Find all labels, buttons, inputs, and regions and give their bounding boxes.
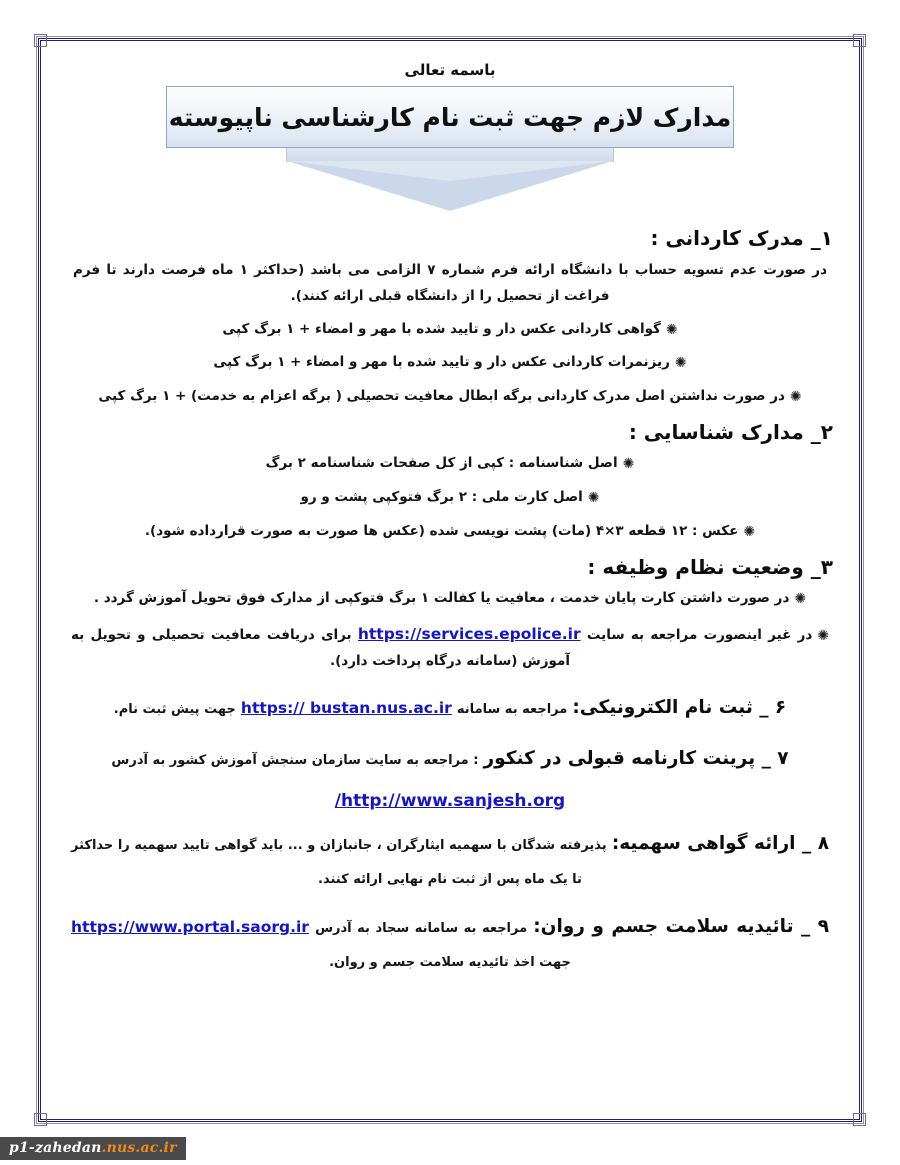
section-heading: ۱_ مدرک کاردانی : <box>650 226 833 250</box>
epolice-link[interactable]: https://services.epolice.ir <box>357 624 581 643</box>
bullet-text: اصل کارت ملی : ۲ برگ فتوکپی پشت و رو <box>300 489 583 505</box>
asterisk-bullet-icon: ✺ <box>587 490 600 506</box>
section-heading: ۲_ مدارک شناسایی : <box>628 420 833 445</box>
bullet-text-before: در غیر اینصورت مراجعه به سایت <box>586 626 813 643</box>
asterisk-bullet-icon: ✺ <box>817 627 830 644</box>
item-text-before: مراجعه به سامانه سجاد به آدرس <box>315 921 528 937</box>
bullet-item <box>67 586 833 613</box>
asterisk-bullet-icon: ✺ <box>622 456 635 473</box>
item-lead-label: ۹ _ تائیدیه سلامت جسم و روان: <box>533 916 829 938</box>
bullet-item <box>67 485 833 512</box>
bullet-text: در صورت داشتن کارت پایان خدمت ، معافیت یا کفالت ۱ برگ فتوکپی از مدارک فوق تحویل آموزش گردد . <box>93 590 790 607</box>
sanjesh-link[interactable]: /http://www.sanjesh.org <box>334 791 566 812</box>
title-banner <box>166 86 734 148</box>
bullet-text: در صورت نداشتن اصل مدرک کاردانی برگه ابطال معافیت تحصیلی ( برگه اعزام به خدمت) + ۱ برگ کپی <box>98 387 785 404</box>
basmala-text: باسمه تعالی <box>404 61 496 79</box>
document-body <box>41 41 859 1119</box>
item-lead-label: ۸ _ ارائه گواهی سهمیه: <box>611 833 829 855</box>
item-lead-label: ۶ _ ثبت نام الکترونیکی: <box>572 697 787 719</box>
item-text-before: مراجعه به سامانه <box>456 702 568 718</box>
section-paragraph: در صورت عدم تسویه حساب با دانشگاه ارائه فرم شماره ۷ الزامی می باشد (حداکثر ۱ ماه فرصت دارند تا فرم فراغت از تحصیل را از دانشگاه قبلی ارائه کنند). <box>73 262 827 305</box>
page-frame <box>38 38 862 1122</box>
bullet-item <box>67 350 833 377</box>
bullet-item <box>67 384 833 411</box>
section-military-status <box>67 555 833 675</box>
bullet-item-with-link <box>67 620 833 675</box>
item-text-after: جهت اخذ تائیدیه سلامت جسم و روان. <box>329 955 571 971</box>
arrow-shaft <box>286 148 614 162</box>
item-text-before: : مراجعه به سایت سازمان سنجش آموزش کشور به آدرس <box>111 753 479 769</box>
asterisk-bullet-icon: ✺ <box>743 523 756 540</box>
watermark-site-name: p1-zahedan <box>9 1140 102 1156</box>
sanjesh-link-row <box>67 791 833 811</box>
asterisk-bullet-icon: ✺ <box>794 591 807 608</box>
numbered-item-health-confirmation <box>67 908 833 977</box>
bustan-portal-link[interactable]: https:// bustan.nus.ac.ir <box>240 699 452 718</box>
section-heading: ۳_ وضعیت نظام وظیفه : <box>587 555 833 580</box>
watermark-domain: .nus.ac.ir <box>101 1140 177 1156</box>
bullet-text: عکس : ۱۲ قطعه ۳×۴ (مات) پشت نویسی شده (عکس ها صورت به صورت قرارداده شود). <box>144 522 739 539</box>
page-title: مدارک لازم جهت ثبت نام کارشناسی ناپیوسته <box>168 102 732 132</box>
bullet-item <box>67 519 833 546</box>
down-arrow-icon <box>166 148 734 216</box>
section-identity-documents <box>67 420 833 545</box>
asterisk-bullet-icon: ✺ <box>789 388 802 405</box>
bullet-text-after: برای دریافت معافیت تحصیلی و تحویل به آموزش (سامانه درگاه پرداخت دارد). <box>71 626 571 670</box>
numbered-item-electronic-registration <box>67 689 833 726</box>
numbered-item-konkur-result-print <box>67 740 833 777</box>
asterisk-bullet-icon: ✺ <box>665 321 678 338</box>
bullet-text: ریزنمرات کاردانی عکس دار و تایید شده با مهر و امضاء + ۱ برگ کپی <box>213 354 670 371</box>
bullet-text: گواهی کاردانی عکس دار و تایید شده با مهر و امضاء + ۱ برگ کپی <box>222 320 661 337</box>
site-watermark <box>0 1137 186 1160</box>
asterisk-bullet-icon: ✺ <box>674 355 687 372</box>
section-associate-degree <box>67 226 833 410</box>
item-text-after: جهت پیش ثبت نام. <box>113 702 236 718</box>
numbered-item-quota-certificate <box>67 825 833 894</box>
bullet-text: اصل شناسنامه : کپی از کل صفحات شناسنامه ۲ برگ <box>265 455 618 472</box>
saorg-portal-link[interactable]: https://www.portal.saorg.ir <box>71 918 309 937</box>
item-lead-label: ۷ _ پرینت کارنامه قبولی در کنکور <box>483 748 789 770</box>
bullet-item <box>67 317 833 344</box>
bullet-item <box>67 451 833 478</box>
content-area <box>67 226 833 977</box>
item-text-before: پذیرفته شدگان با سهمیه ایثارگران ، جانبازان و ... باید گواهی تایید سهمیه را حداکثر تا یک ماه پس از ثبت نام نهایی ارائه کنند. <box>71 838 607 888</box>
